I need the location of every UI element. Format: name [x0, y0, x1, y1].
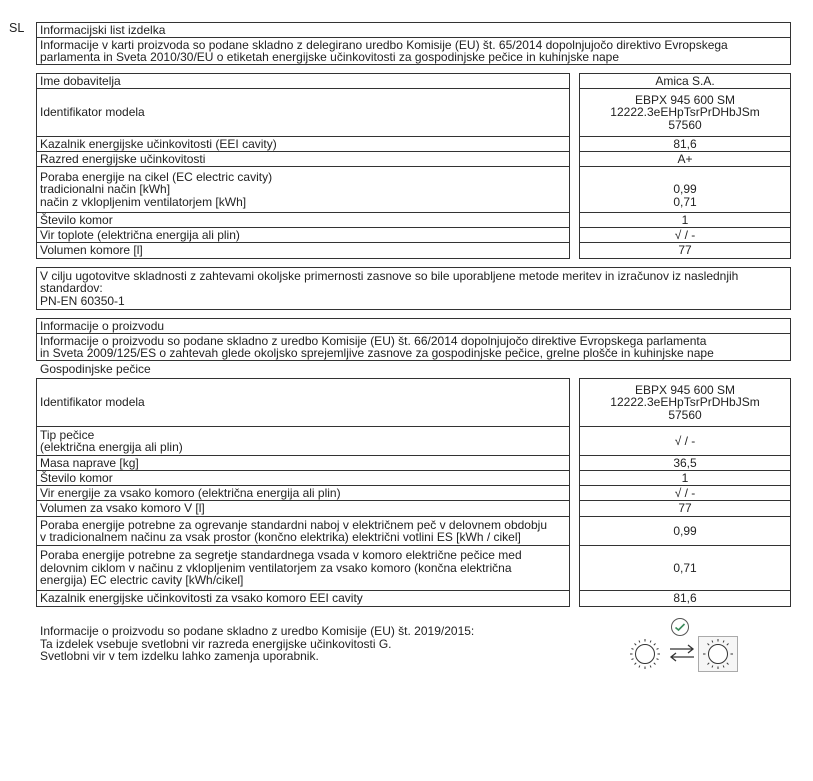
model-identifier-value-2: EBPX 945 600 SM 12222.3eEHpTsrPrDHbJSm 57560: [579, 378, 791, 427]
section2-intro: Informacije o proizvodu so podane skladno z uredbo Komisije (EU) št. 66/2014 dopolnjujočo direktive Evropskega parlamenta in Sveta 2009/125/ES o zahtevah glede okoljsko sprejemljive zasnove za gospodinjske pečice, grelne plošče in kuhinjske nape: [36, 333, 791, 361]
energy-consumption-label: Poraba energije na cikel (EC electric cavity) tradicionalni način [kWh] način z vklopljenim ventilatorjem [kWh]: [36, 166, 570, 213]
replaceable-light-bulb-icon: [698, 636, 738, 672]
section2-title: Informacije o proizvodu: [36, 318, 791, 334]
swap-arrows-icon: [668, 643, 696, 663]
energy-consumption-value: 0,99 0,71: [579, 166, 791, 213]
heat-source-value: √ / -: [579, 227, 791, 243]
cavity-volume-value-2: 77: [579, 500, 791, 517]
appliance-mass-value: 36,5: [579, 455, 791, 471]
model-identifier-label: Identifikator modela: [36, 88, 570, 137]
cavity-count-label-2: Število komor: [36, 470, 570, 486]
model-identifier-value: EBPX 945 600 SM 12222.3eEHpTsrPrDHbJSm 57560: [579, 88, 791, 137]
conventional-consumption-label: Poraba energije potrebne za ogrevanje standardni naboj v električnem peč v delovnem obdobju v tradicionalnem načinu za vsak prostor (končno elektrika) električni votlini ES [kWh / cikel]: [36, 516, 570, 546]
cavity-volume-label-2: Volumen za vsako komoro V [l]: [36, 500, 570, 517]
eei-cavity-value: 81,6: [579, 136, 791, 152]
conventional-consumption-value: 0,99: [579, 516, 791, 546]
supplier-name-label: Ime dobavitelja: [36, 73, 570, 89]
language-code: SL: [9, 21, 25, 35]
cavity-volume-value: 77: [579, 242, 791, 259]
cavity-count-value: 1: [579, 212, 791, 228]
energy-source-label: Vir energije za vsako komoro (električna energija ali plin): [36, 485, 570, 501]
model-identifier-label-2: Identifikator modela: [36, 378, 570, 427]
supplier-name-value: Amica S.A.: [579, 73, 791, 89]
eei-cavity-label-2: Kazalnik energijske učinkovitosti za vsako komoro EEI cavity: [36, 590, 570, 607]
heat-source-label: Vir toplote (električna energija ali plin): [36, 227, 570, 243]
check-icon: [670, 617, 690, 637]
energy-source-value: √ / -: [579, 485, 791, 501]
eei-cavity-label: Kazalnik energijske učinkovitosti (EEI cavity): [36, 136, 570, 152]
footer-text: Informacije o proizvodu so podane skladno z uredbo Komisije (EU) št. 2019/2015: Ta izdelek vsebuje svetlobni vir razreda energijske učinkovitosti G. Svetlobni vir v tem izdelku lahko zamenja uporabnik.: [40, 624, 475, 663]
cavity-count-value-2: 1: [579, 470, 791, 486]
section1-title: Informacijski list izdelka: [36, 22, 791, 38]
energy-class-value: A+: [579, 151, 791, 167]
fan-forced-consumption-label: Poraba energije potrebne za segretje standardnega vsada v komoro električne pečice med delovnim ciklom v načinu z vklopljenim ventilatorjem za vsako komoro (končna električna energija) EC electric cavity [kWh/cikel]: [36, 545, 570, 591]
oven-type-label: Tip pečice (električna energija ali plin): [36, 426, 570, 456]
cavity-count-label: Število komor: [36, 212, 570, 228]
ovens-subheading: Gospodinjske pečice: [40, 362, 151, 376]
appliance-mass-label: Masa naprave [kg]: [36, 455, 570, 471]
cavity-volume-label: Volumen komore [l]: [36, 242, 570, 259]
standards-box: V cilju ugotovitve skladnosti z zahtevami okoljske primernosti zasnove so bile uporabljene metode meritev in izračunov iz naslednjih standardov: PN-EN 60350-1: [36, 267, 791, 310]
energy-class-label: Razred energijske učinkovitosti: [36, 151, 570, 167]
oven-type-value: √ / -: [579, 426, 791, 456]
eei-cavity-value-2: 81,6: [579, 590, 791, 607]
light-bulb-icon: [625, 637, 665, 671]
section1-intro: Informacije v karti proizvoda so podane skladno z delegirano uredbo Komisije (EU) št. 65/2014 dopolnjujočo direktivo Evropskega parlamenta in Sveta 2010/30/EU o etiketah energijske učinkovitosti za gospodinjske pečice in kuhinjske nape: [36, 37, 791, 65]
fan-forced-consumption-value: 0,71: [579, 545, 791, 591]
